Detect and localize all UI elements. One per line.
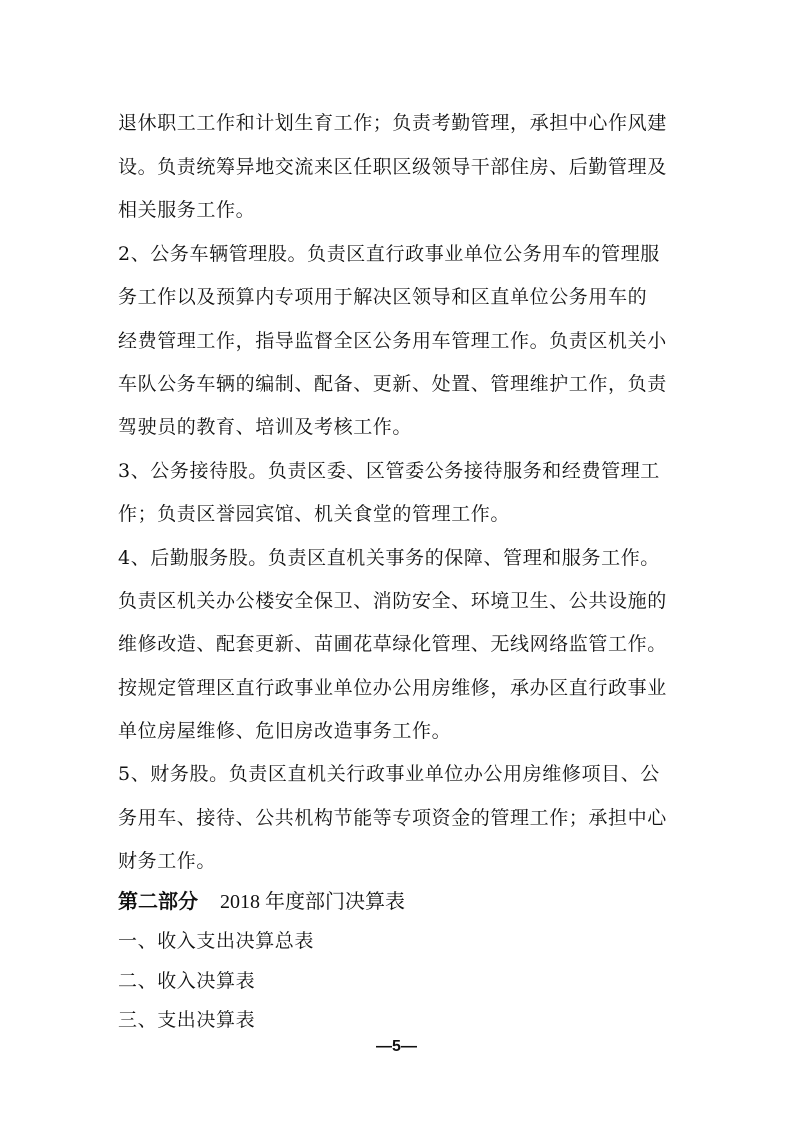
body-line: 2、公务车辆管理股。负责区直行政事业单位公务用车的管理服	[118, 243, 660, 265]
body-line: 按规定管理区直行政事业单位办公用房维修，承办区直行政事业	[118, 677, 667, 699]
body-line: 财务工作。	[118, 850, 217, 872]
body-line: 3、公务接待股。负责区委、区管委公务接待服务和经费管理工	[118, 460, 660, 482]
body-line: 退休职工工作和计划生育工作；负责考勤管理，承担中心作风建	[118, 112, 667, 134]
list-item: 二、收入决算表	[118, 970, 256, 992]
body-line: 负责区机关办公楼安全保卫、消防安全、环境卫生、公共设施的	[118, 590, 667, 612]
body-line: 4、后勤服务股。负责区直机关事务的保障、管理和服务工作。	[118, 547, 660, 569]
section-heading-title: 2018 年度部门决算表	[220, 891, 405, 913]
body-line: 5、财务股。负责区直机关行政事业单位办公用房维修项目、公	[118, 763, 660, 785]
list-item: 一、收入支出决算总表	[118, 930, 315, 952]
body-line: 务工作以及预算内专项用于解决区领导和区直单位公务用车的	[118, 286, 648, 308]
section-heading	[118, 889, 405, 914]
body-line: 车队公务车辆的编制、配备、更新、处置、管理维护工作，负责	[118, 373, 667, 395]
body-line: 维修改造、配套更新、苗圃花草绿化管理、无线网络监管工作。	[118, 633, 667, 655]
page-number: —5—	[376, 1038, 417, 1055]
list-item: 三、支出决算表	[118, 1009, 256, 1031]
body-line: 经费管理工作，指导监督全区公务用车管理工作。负责区机关小	[118, 330, 667, 352]
section-heading-part: 第二部分	[118, 889, 198, 913]
body-line: 驾驶员的教育、培训及考核工作。	[118, 416, 413, 438]
body-line: 务用车、接待、公共机构节能等专项资金的管理工作；承担中心	[118, 807, 667, 829]
body-line: 设。负责统筹异地交流来区任职区级领导干部住房、后勤管理及	[118, 156, 667, 178]
body-line: 作；负责区誉园宾馆、机关食堂的管理工作。	[118, 503, 511, 525]
body-line: 单位房屋维修、危旧房改造事务工作。	[118, 720, 452, 742]
body-line: 相关服务工作。	[118, 199, 256, 221]
